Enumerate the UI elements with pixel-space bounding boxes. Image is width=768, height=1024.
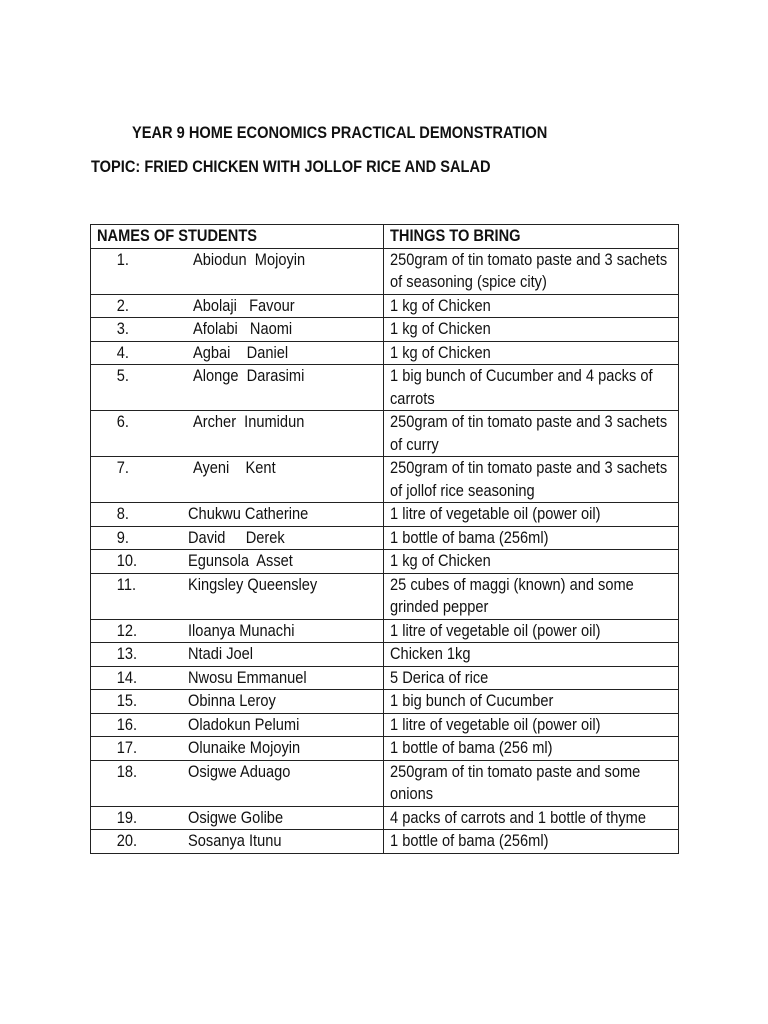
table-row xyxy=(91,690,679,714)
student-name: Abolaji Favour xyxy=(193,295,295,315)
student-name-cell xyxy=(91,690,384,714)
student-name: David Derek xyxy=(188,527,285,547)
things-to-bring-text: 1 kg of Chicken xyxy=(390,319,491,338)
row-number: 1. xyxy=(116,249,129,269)
things-to-bring-text: 1 kg of Chicken xyxy=(390,342,491,362)
things-to-bring-cell xyxy=(384,503,679,527)
table-row xyxy=(91,830,679,854)
things-to-bring-text: 250gram of tin tomato paste and some onions xyxy=(390,761,641,803)
row-number: 3. xyxy=(116,319,129,338)
table-row xyxy=(91,619,679,643)
things-to-bring-cell xyxy=(384,573,679,619)
things-to-bring-cell xyxy=(384,643,679,667)
row-number: 10. xyxy=(116,551,138,570)
things-to-bring-cell xyxy=(384,760,679,806)
student-name-cell xyxy=(91,666,384,690)
table-row xyxy=(91,666,679,690)
table-row xyxy=(91,643,679,667)
document-topic: TOPIC: FRIED CHICKEN WITH JOLLOF RICE AND SALAD xyxy=(91,157,491,176)
things-to-bring-cell xyxy=(384,341,679,365)
student-name-cell xyxy=(91,318,384,342)
student-name-cell xyxy=(91,550,384,574)
student-name: Agbai Daniel xyxy=(193,342,289,362)
student-name: Kingsley Queensley xyxy=(188,574,318,594)
things-to-bring-text: 250gram of tin tomato paste and 3 sachets of curry xyxy=(390,412,668,454)
things-to-bring-text: 250gram of tin tomato paste and 3 sachets of jollof rice seasoning xyxy=(390,458,668,500)
things-to-bring-cell xyxy=(384,713,679,737)
things-to-bring-cell xyxy=(384,550,679,574)
row-number: 16. xyxy=(116,714,138,734)
student-name: Abiodun Mojoyin xyxy=(193,249,306,269)
student-name: Ntadi Joel xyxy=(188,644,254,663)
row-number: 19. xyxy=(116,807,138,827)
things-to-bring-cell xyxy=(384,526,679,550)
things-to-bring-text: 1 litre of vegetable oil (power oil) xyxy=(390,504,601,523)
students-table xyxy=(90,224,679,854)
things-to-bring-cell xyxy=(384,411,679,457)
student-name: Obinna Leroy xyxy=(188,691,276,710)
row-number: 9. xyxy=(116,527,129,547)
student-name: Archer Inumidun xyxy=(193,412,305,431)
row-number: 13. xyxy=(116,644,138,663)
header-names-cell xyxy=(91,225,384,249)
things-to-bring-text: Chicken 1kg xyxy=(390,644,471,663)
student-name: Alonge Darasimi xyxy=(193,366,305,385)
table-row xyxy=(91,341,679,365)
table-row xyxy=(91,365,679,411)
things-to-bring-text: 5 Derica of rice xyxy=(390,667,489,687)
student-name: Sosanya Itunu xyxy=(188,831,282,850)
student-name: Olunaike Mojoyin xyxy=(188,738,301,757)
student-name: Osigwe Aduago xyxy=(188,761,291,781)
table-row xyxy=(91,573,679,619)
row-number: 6. xyxy=(116,412,129,431)
things-to-bring-cell xyxy=(384,294,679,318)
student-name-cell xyxy=(91,365,384,411)
table-row xyxy=(91,457,679,503)
things-to-bring-cell xyxy=(384,318,679,342)
things-to-bring-cell xyxy=(384,666,679,690)
table-row xyxy=(91,526,679,550)
things-to-bring-text: 1 kg of Chicken xyxy=(390,551,491,570)
student-name-cell xyxy=(91,619,384,643)
student-name-cell xyxy=(91,760,384,806)
table-row xyxy=(91,737,679,761)
row-number: 2. xyxy=(116,295,129,315)
things-to-bring-text: 250gram of tin tomato paste and 3 sachets of seasoning (spice city) xyxy=(390,249,668,291)
things-to-bring-text: 1 bottle of bama (256ml) xyxy=(390,831,549,850)
table-row xyxy=(91,503,679,527)
row-number: 12. xyxy=(116,620,138,640)
student-name-cell xyxy=(91,573,384,619)
student-name-cell xyxy=(91,830,384,854)
table-row xyxy=(91,550,679,574)
table-row xyxy=(91,760,679,806)
row-number: 14. xyxy=(116,667,138,687)
student-name-cell xyxy=(91,411,384,457)
row-number: 18. xyxy=(116,761,138,781)
student-name: Oladokun Pelumi xyxy=(188,714,300,734)
student-name-cell xyxy=(91,294,384,318)
student-name-cell xyxy=(91,248,384,294)
student-name: Ayeni Kent xyxy=(193,458,276,477)
things-to-bring-cell xyxy=(384,248,679,294)
row-number: 8. xyxy=(116,504,129,523)
things-to-bring-text: 1 litre of vegetable oil (power oil) xyxy=(390,714,601,734)
row-number: 11. xyxy=(116,574,137,594)
things-to-bring-text: 1 big bunch of Cucumber and 4 packs of carrots xyxy=(390,366,653,408)
student-name-cell xyxy=(91,806,384,830)
row-number: 5. xyxy=(116,366,129,385)
header-names-label: NAMES OF STUDENTS xyxy=(97,226,258,245)
things-to-bring-cell xyxy=(384,690,679,714)
student-name: Egunsola Asset xyxy=(188,551,293,570)
student-name-cell xyxy=(91,341,384,365)
things-to-bring-text: 1 kg of Chicken xyxy=(390,295,491,315)
things-to-bring-cell xyxy=(384,737,679,761)
table-row xyxy=(91,318,679,342)
row-number: 4. xyxy=(116,342,129,362)
row-number: 15. xyxy=(116,691,138,710)
things-to-bring-text: 25 cubes of maggi (known) and some grinded pepper xyxy=(390,574,634,616)
table-row xyxy=(91,806,679,830)
things-to-bring-cell xyxy=(384,806,679,830)
things-to-bring-cell xyxy=(384,830,679,854)
things-to-bring-cell xyxy=(384,457,679,503)
table-row xyxy=(91,248,679,294)
row-number: 7. xyxy=(116,458,129,477)
student-name-cell xyxy=(91,457,384,503)
table-header-row xyxy=(91,225,679,249)
table-row xyxy=(91,713,679,737)
student-name-cell xyxy=(91,713,384,737)
table-row xyxy=(91,411,679,457)
header-things-label: THINGS TO BRING xyxy=(390,226,521,245)
row-number: 20. xyxy=(116,831,138,850)
things-to-bring-text: 1 bottle of bama (256ml) xyxy=(390,527,549,547)
things-to-bring-text: 4 packs of carrots and 1 bottle of thyme xyxy=(390,807,646,827)
student-name-cell xyxy=(91,503,384,527)
header-things-cell xyxy=(384,225,679,249)
student-name: Iloanya Munachi xyxy=(188,620,295,640)
student-name: Chukwu Catherine xyxy=(188,504,309,523)
things-to-bring-cell xyxy=(384,619,679,643)
things-to-bring-text: 1 big bunch of Cucumber xyxy=(390,691,554,710)
student-name: Nwosu Emmanuel xyxy=(188,667,307,687)
row-number: 17. xyxy=(116,738,138,757)
table-row xyxy=(91,294,679,318)
student-name: Osigwe Golibe xyxy=(188,807,284,827)
student-name-cell xyxy=(91,643,384,667)
things-to-bring-cell xyxy=(384,365,679,411)
things-to-bring-text: 1 litre of vegetable oil (power oil) xyxy=(390,620,601,640)
student-name-cell xyxy=(91,526,384,550)
student-name: Afolabi Naomi xyxy=(193,319,293,338)
document-title: YEAR 9 HOME ECONOMICS PRACTICAL DEMONSTRATION xyxy=(132,123,548,142)
student-name-cell xyxy=(91,737,384,761)
things-to-bring-text: 1 bottle of bama (256 ml) xyxy=(390,738,553,757)
